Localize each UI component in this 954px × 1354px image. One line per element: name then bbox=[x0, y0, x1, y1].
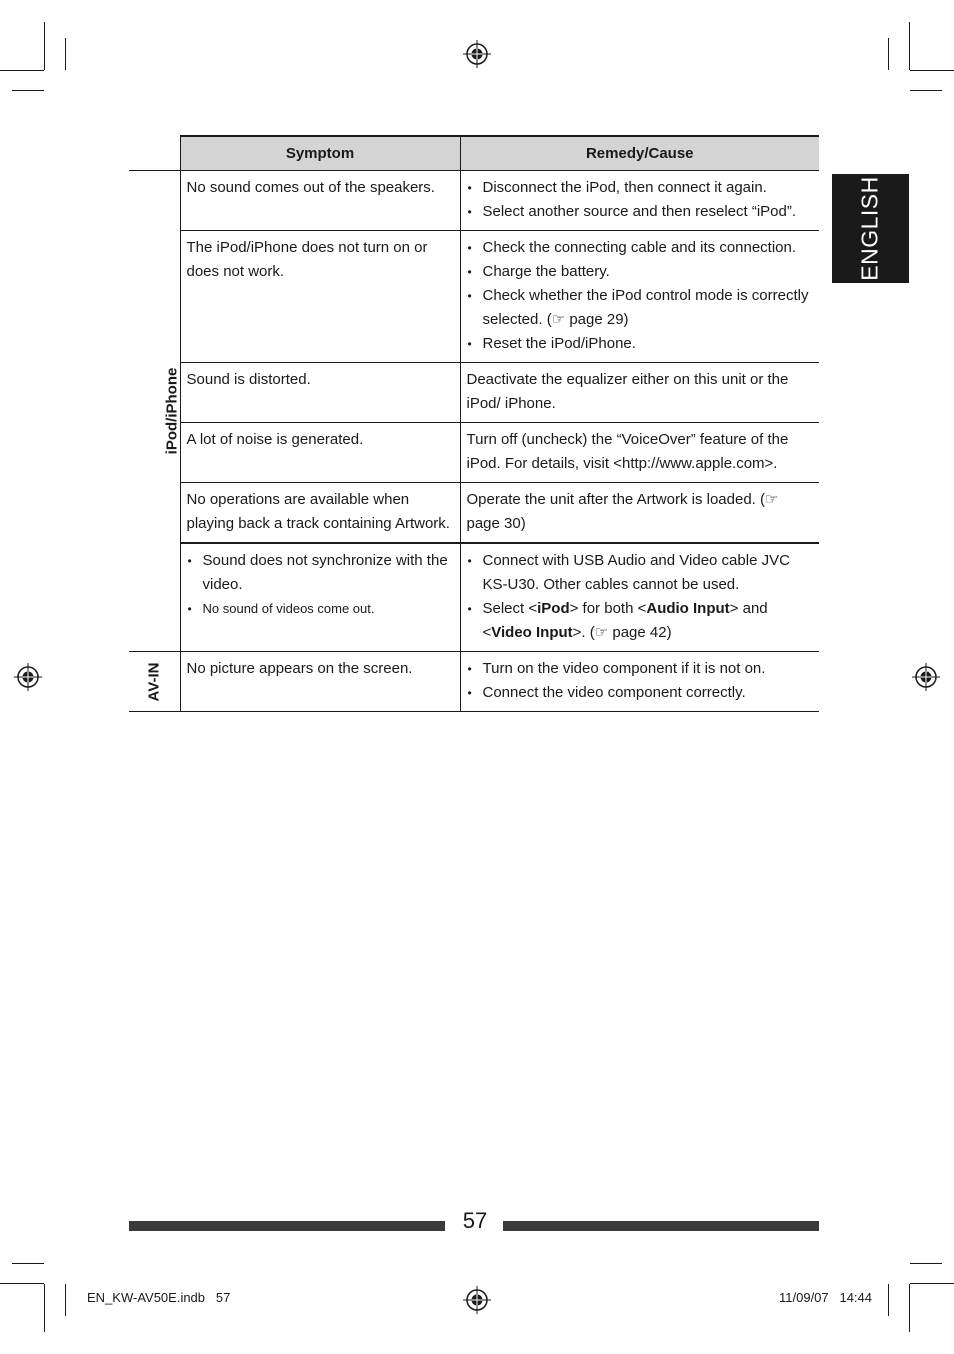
symptom-cell: No sound comes out of the speakers. bbox=[180, 171, 460, 231]
registration-mark-icon bbox=[463, 40, 491, 68]
list-item: • Turn on the video component if it is not on. bbox=[467, 657, 814, 681]
remedy-list bbox=[467, 236, 814, 356]
registration-mark-icon bbox=[463, 1286, 491, 1314]
list-item: • Sound does not synchronize with the video. bbox=[187, 549, 454, 597]
header-blank-cell bbox=[129, 136, 180, 171]
symptom-list bbox=[187, 549, 454, 621]
list-item: • Charge the battery. bbox=[467, 260, 814, 284]
crop-mark-icon bbox=[12, 90, 44, 91]
menu-term-ipod: iPod bbox=[537, 600, 570, 617]
remedy-text: >. (☞ page 42) bbox=[572, 624, 672, 641]
table-row bbox=[129, 423, 819, 483]
remedy-header: Remedy/Cause bbox=[460, 136, 819, 171]
crop-mark-icon bbox=[909, 22, 910, 70]
remedy-cell bbox=[460, 652, 819, 712]
table-row bbox=[129, 483, 819, 544]
list-item: • Reset the iPod/iPhone. bbox=[467, 332, 814, 356]
symptom-cell: No picture appears on the screen. bbox=[180, 652, 460, 712]
remedy-cell bbox=[460, 171, 819, 231]
crop-mark-icon bbox=[0, 70, 44, 71]
remedy-list bbox=[467, 549, 814, 645]
remedy-text: > for both < bbox=[569, 600, 647, 617]
list-item: • Select another source and then reselect “iPod”. bbox=[467, 200, 814, 224]
footer-bar-left bbox=[129, 1221, 445, 1231]
remedy-text: Select < bbox=[482, 600, 538, 617]
remedy-cell: Operate the unit after the Artwork is loaded. (☞ page 30) bbox=[460, 483, 819, 544]
list-item: • Check the connecting cable and its connection. bbox=[467, 236, 814, 260]
category-avin-label: AV-IN bbox=[145, 662, 163, 701]
crop-mark-icon bbox=[888, 1284, 889, 1316]
troubleshooting-table bbox=[129, 135, 819, 712]
crop-mark-icon bbox=[910, 1283, 954, 1284]
page-number: 57 bbox=[462, 1208, 488, 1233]
symptom-cell: The iPod/iPhone does not turn on or does not work. bbox=[180, 231, 460, 363]
crop-mark-icon bbox=[910, 1263, 942, 1264]
table-row bbox=[129, 231, 819, 363]
remedy-cell: Turn off (uncheck) the “VoiceOver” feature of the iPod. For details, visit <http://www.apple.com>. bbox=[460, 423, 819, 483]
footer-bar-right bbox=[503, 1221, 819, 1231]
symptom-cell: No operations are available when playing back a track containing Artwork. bbox=[180, 483, 460, 544]
list-item: • Check whether the iPod control mode is correctly selected. (☞ page 29) bbox=[467, 284, 814, 332]
crop-mark-icon bbox=[44, 1284, 45, 1332]
crop-mark-icon bbox=[12, 1263, 44, 1264]
crop-mark-icon bbox=[909, 1284, 910, 1332]
crop-mark-icon bbox=[910, 90, 942, 91]
language-tab-label: ENGLISH bbox=[857, 176, 884, 281]
remedy-cell bbox=[460, 231, 819, 363]
symptom-cell: A lot of noise is generated. bbox=[180, 423, 460, 483]
date-slug: 11/09/07 14:44 bbox=[779, 1290, 873, 1305]
table-row bbox=[129, 363, 819, 423]
list-item: • Connect the video component correctly. bbox=[467, 681, 814, 705]
crop-mark-icon bbox=[0, 1283, 44, 1284]
remedy-cell: Deactivate the equalizer either on this unit or the iPod/ iPhone. bbox=[460, 363, 819, 423]
list-item: • No sound of videos come out. bbox=[187, 597, 454, 621]
symptom-cell bbox=[180, 543, 460, 652]
remedy-cell bbox=[460, 543, 819, 652]
menu-term-video-input: Video Input bbox=[491, 624, 573, 641]
crop-mark-icon bbox=[910, 70, 954, 71]
registration-mark-icon bbox=[14, 663, 42, 691]
category-ipod bbox=[129, 171, 180, 652]
crop-mark-icon bbox=[44, 22, 45, 70]
category-avin bbox=[129, 652, 180, 712]
category-ipod-label: iPod/iPhone bbox=[163, 367, 181, 455]
table-row bbox=[129, 543, 819, 652]
crop-mark-icon bbox=[888, 38, 889, 70]
list-item bbox=[467, 597, 814, 645]
remedy-text: > and < bbox=[482, 600, 768, 641]
crop-mark-icon bbox=[65, 1284, 66, 1316]
crop-mark-icon bbox=[65, 38, 66, 70]
list-item: • Disconnect the iPod, then connect it again. bbox=[467, 176, 814, 200]
table-row bbox=[129, 171, 819, 231]
remedy-list bbox=[467, 657, 814, 705]
table-row bbox=[129, 652, 819, 712]
registration-mark-icon bbox=[912, 663, 940, 691]
table-header-row bbox=[129, 136, 819, 171]
menu-term-audio-input: Audio Input bbox=[646, 600, 730, 617]
language-tab bbox=[832, 174, 909, 283]
symptom-cell: Sound is distorted. bbox=[180, 363, 460, 423]
file-slug: EN_KW-AV50E.indb 57 bbox=[87, 1290, 231, 1305]
symptom-header: Symptom bbox=[180, 136, 460, 171]
remedy-list bbox=[467, 176, 814, 224]
list-item: • Connect with USB Audio and Video cable JVC KS-U30. Other cables cannot be used. bbox=[467, 549, 814, 597]
